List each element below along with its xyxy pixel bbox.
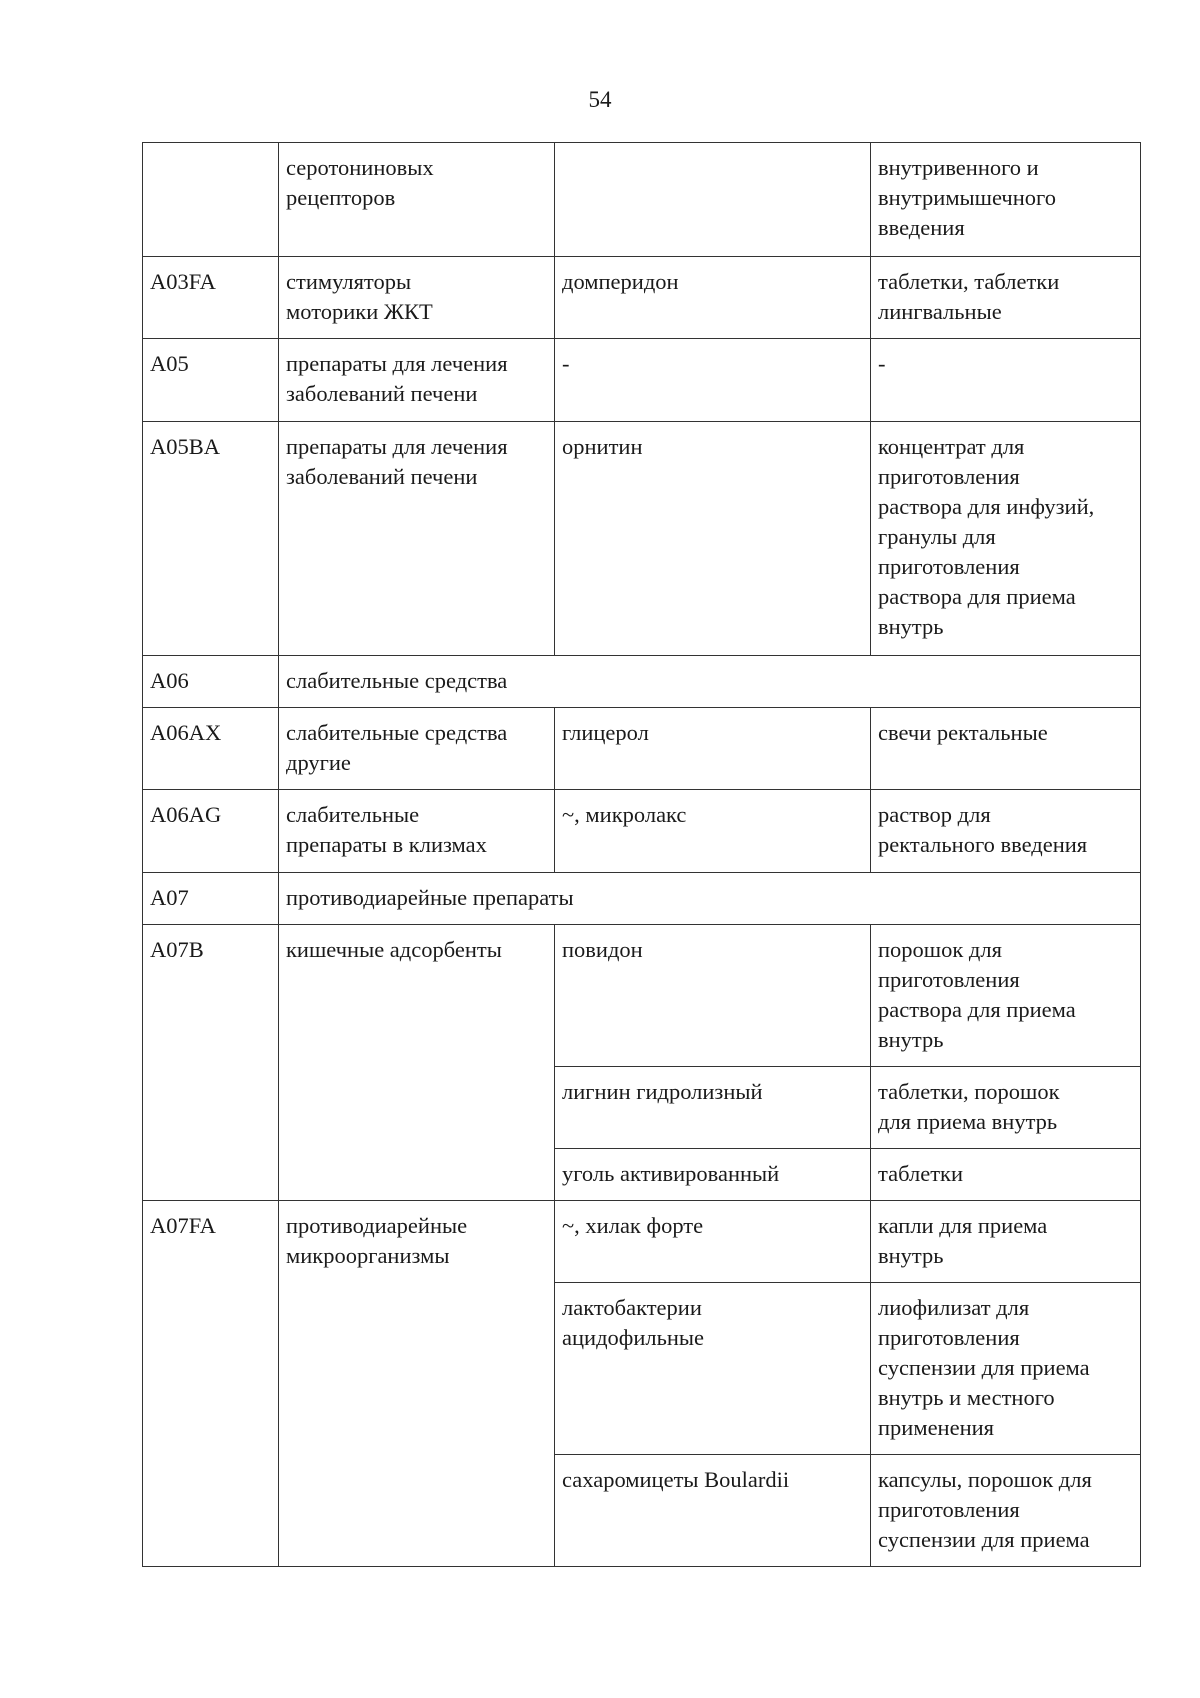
drug-name-cell: ~, хилак форте: [555, 1201, 871, 1283]
dosage-form-cell: лиофилизат для приготовления суспензии для приема внутрь и местного применения: [871, 1283, 1141, 1455]
atc-code-cell: A06: [143, 656, 279, 708]
drug-name-cell: ~, микролакс: [555, 790, 871, 873]
atc-code-cell: A07FA: [143, 1201, 279, 1567]
table-row: [143, 257, 1141, 339]
group-name-cell: стимуляторы моторики ЖКТ: [279, 257, 555, 339]
group-name-cell: серотониновых рецепторов: [279, 143, 555, 257]
atc-code-cell: A05: [143, 339, 279, 422]
group-name-cell: препараты для лечения заболеваний печени: [279, 339, 555, 422]
drug-name-cell: уголь активированный: [555, 1149, 871, 1201]
table-row: [143, 143, 1141, 257]
group-name-cell: слабительные средства другие: [279, 708, 555, 790]
dosage-form-cell: раствор для ректального введения: [871, 790, 1141, 873]
page-number: 54: [588, 87, 612, 112]
table-row: [143, 339, 1141, 422]
dosage-form-cell: концентрат для приготовления раствора для инфузий, гранулы для приготовления раствора для приема внутрь: [871, 422, 1141, 656]
drug-name-cell: [555, 143, 871, 257]
drug-name-cell: домперидон: [555, 257, 871, 339]
atc-code-cell: A07B: [143, 925, 279, 1201]
group-name-cell: противодиарейные препараты: [279, 873, 1141, 925]
group-name-cell: кишечные адсорбенты: [279, 925, 555, 1201]
group-name-cell: препараты для лечения заболеваний печени: [279, 422, 555, 656]
drug-name-cell: -: [555, 339, 871, 422]
dosage-form-cell: -: [871, 339, 1141, 422]
atc-code-cell: A05BA: [143, 422, 279, 656]
atc-code-cell: [143, 143, 279, 257]
group-name-cell: слабительные препараты в клизмах: [279, 790, 555, 873]
atc-code-cell: A06AG: [143, 790, 279, 873]
drug-name-cell: лактобактерии ацидофильные: [555, 1283, 871, 1455]
drug-name-cell: лигнин гидролизный: [555, 1067, 871, 1149]
table-row: [143, 925, 1141, 1067]
drug-name-cell: сахаромицеты Boulardii: [555, 1455, 871, 1567]
dosage-form-cell: порошок для приготовления раствора для приема внутрь: [871, 925, 1141, 1067]
drug-name-cell: глицерол: [555, 708, 871, 790]
table-row: [143, 790, 1141, 873]
table-row: [143, 873, 1141, 925]
dosage-form-cell: капсулы, порошок для приготовления суспензии для приема: [871, 1455, 1141, 1567]
dosage-form-cell: таблетки, порошок для приема внутрь: [871, 1067, 1141, 1149]
group-name-cell: противодиарейные микроорганизмы: [279, 1201, 555, 1567]
table-row: [143, 656, 1141, 708]
dosage-form-cell: внутривенного и внутримышечного введения: [871, 143, 1141, 257]
group-name-cell: слабительные средства: [279, 656, 1141, 708]
atc-code-cell: A03FA: [143, 257, 279, 339]
drug-table: [142, 142, 1141, 1567]
drug-name-cell: повидон: [555, 925, 871, 1067]
dosage-form-cell: таблетки, таблетки лингвальные: [871, 257, 1141, 339]
drug-name-cell: орнитин: [555, 422, 871, 656]
table-row: [143, 422, 1141, 656]
dosage-form-cell: капли для приема внутрь: [871, 1201, 1141, 1283]
atc-code-cell: A07: [143, 873, 279, 925]
table-row: [143, 1201, 1141, 1283]
dosage-form-cell: свечи ректальные: [871, 708, 1141, 790]
atc-code-cell: A06AX: [143, 708, 279, 790]
dosage-form-cell: таблетки: [871, 1149, 1141, 1201]
table-row: [143, 708, 1141, 790]
